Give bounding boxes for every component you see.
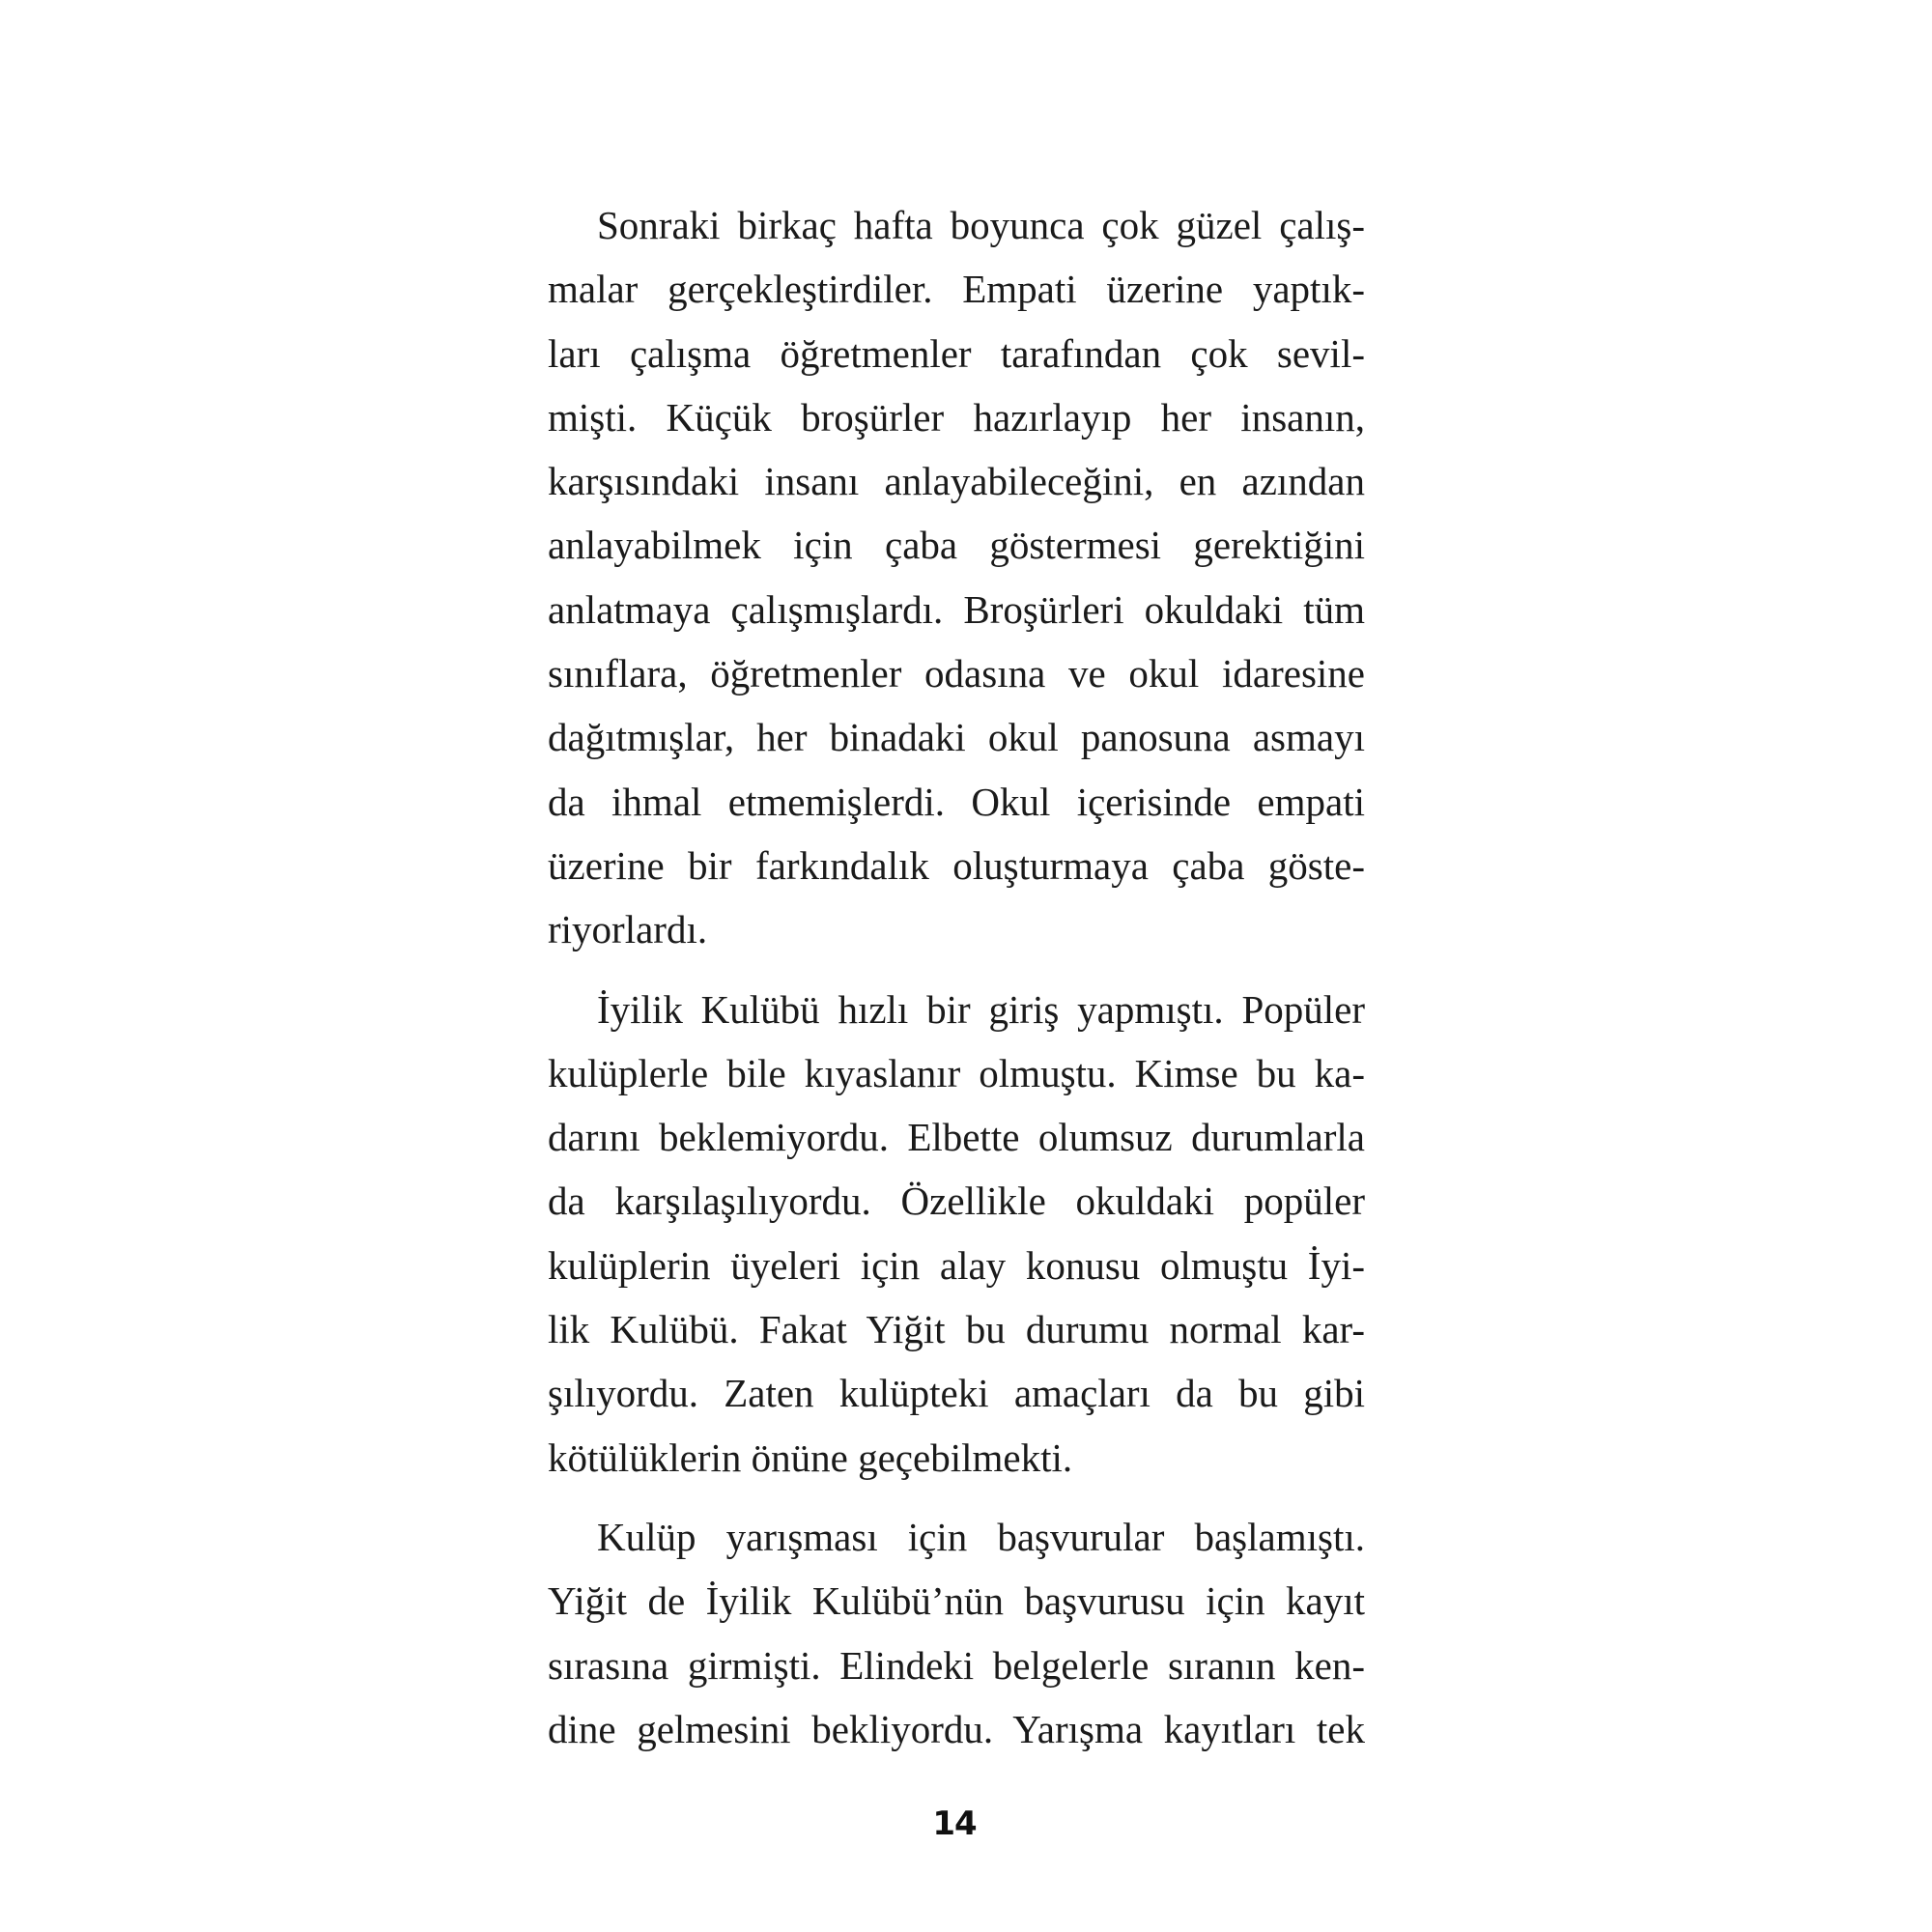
text-line: anlatmaya çalışmışlardı. Broşürleri okuldaki tüm <box>548 586 1365 632</box>
page-number: 14 <box>932 1804 977 1843</box>
text-line: mişti. Küçük broşürler hazırlayıp her insanın, <box>548 394 1365 440</box>
text-line: dağıtmışlar, her binadaki okul panosuna asmayı <box>548 715 1365 760</box>
text-line: üzerine bir farkındalık oluşturmaya çaba göste- <box>548 842 1365 888</box>
paragraph <box>548 978 1365 1490</box>
text-line: sınıflara, öğretmenler odasına ve okul idaresine <box>548 651 1365 696</box>
text-line: malar gerçekleştirdiler. Empati üzerine yaptık- <box>548 267 1365 312</box>
text-line: ları çalışma öğretmenler tarafından çok sevil- <box>548 330 1365 376</box>
text-line: da karşılaşılıyordu. Özellikle okuldaki popüler <box>548 1179 1365 1224</box>
paragraph <box>548 1505 1365 1761</box>
text-line: riyorlardı. <box>548 907 708 952</box>
text-line: şılıyordu. Zaten kulüpteki amaçları da bu gibi <box>548 1371 1365 1416</box>
text-line: Kulüp yarışması için başvurular başlamıştı. <box>597 1514 1365 1559</box>
text-line: kötülüklerin önüne geçebilmekti. <box>548 1435 1073 1480</box>
text-line: Yiğit de İyilik Kulübü’nün başvurusu için kayıt <box>548 1578 1365 1624</box>
text-line: İyilik Kulübü hızlı bir giriş yapmıştı. Popüler <box>597 986 1365 1032</box>
paragraph <box>548 193 1365 962</box>
text-line: kulüplerin üyeleri için alay konusu olmuştu İyi- <box>548 1242 1365 1288</box>
text-line: da ihmal etmemişlerdi. Okul içerisinde empati <box>548 779 1365 824</box>
text-line: dine gelmesini bekliyordu. Yarışma kayıtları tek <box>548 1706 1365 1751</box>
body-text <box>548 193 1365 1776</box>
text-line: karşısındaki insanı anlayabileceğini, en azından <box>548 459 1365 504</box>
text-line: lik Kulübü. Fakat Yiğit bu durumu normal kar- <box>548 1307 1365 1352</box>
text-line: darını beklemiyordu. Elbette olumsuz durumlarla <box>548 1115 1365 1160</box>
text-line: anlayabilmek için çaba göstermesi gerektiğini <box>548 523 1365 568</box>
text-line: Sonraki birkaç hafta boyunca çok güzel çalış- <box>597 203 1365 247</box>
text-line: kulüplerle bile kıyaslanır olmuştu. Kimse bu ka- <box>548 1050 1365 1095</box>
text-line: sırasına girmişti. Elindeki belgelerle sıranın ken- <box>548 1642 1365 1688</box>
